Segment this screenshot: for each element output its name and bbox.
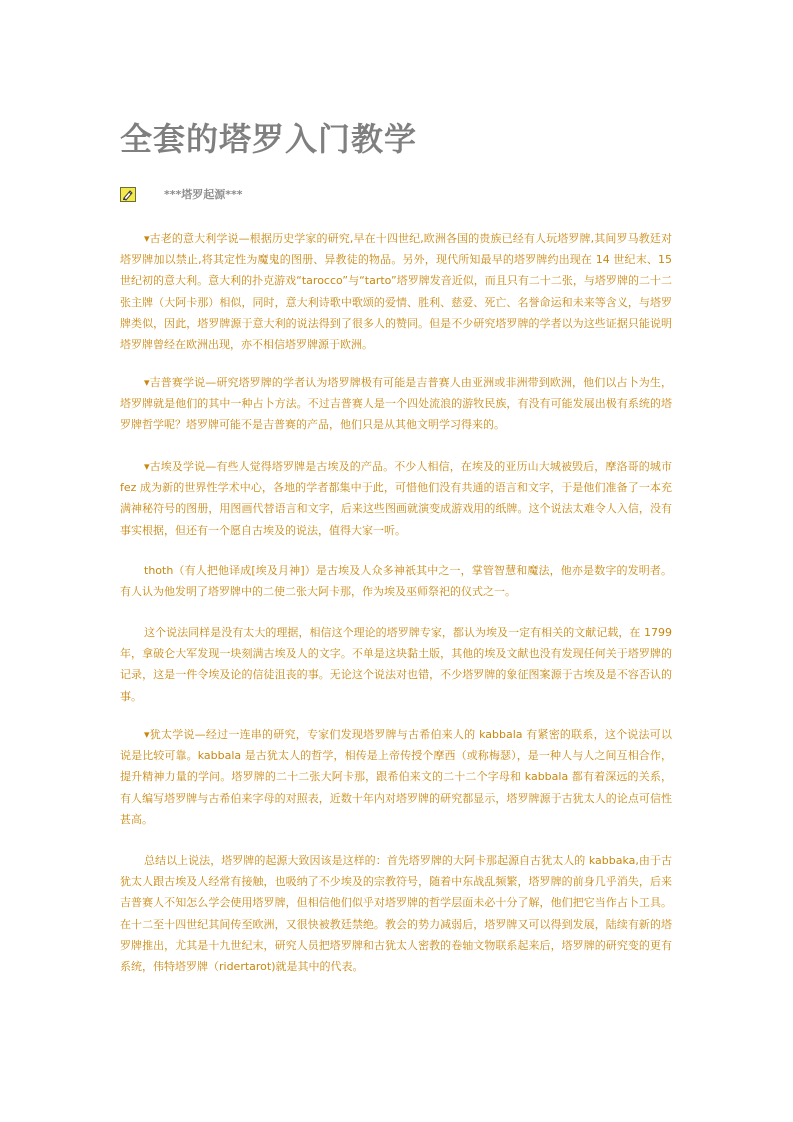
paragraph-summary: 总结以上说法，塔罗牌的起源大致因该是这样的：首先塔罗牌的大阿卡那起源自古犹太人的 kabbaka,由于古犹太人跟古埃及人经常有接触，也吸纳了不少埃及的宗教符号，随着中东战乱频繁，塔罗牌的前身几乎消失，后来吉普赛人不知怎么学会使用塔罗牌，但相信他们似乎对塔罗牌的哲学层面未必十分了解，他们把它当作占卜工具。在十二至十四世纪其间传至欧洲，又很快被教廷禁绝。教会的势力减弱后，塔罗牌又可以得到发展，陆续有新的塔罗牌推出，尤其是十九世纪末，研究人员把塔罗牌和古犹太人密教的卷轴文物联系起来后，塔罗牌的研究变的更有系统，伟特塔罗牌（ridertarot)就是其中的代表。 bbox=[120, 854, 672, 974]
paragraph-thoth: thoth（有人把他译成[埃及月神]）是古埃及人众多神祇其中之一，掌管智慧和魔法，他亦是数字的发明者。有人认为他发明了塔罗牌中的二使二张大阿卡那，作为埃及巫师祭祀的仪式之一。 bbox=[120, 564, 672, 599]
section-header bbox=[120, 184, 243, 204]
paragraph-egypt-evidence: 这个说法同样是没有太大的理据，相信这个理论的塔罗牌专家，都认为埃及一定有相关的文献记载，在 1799 年，拿破仑大军发现一块刻满古埃及人的文字。不单是这块黏土版，其他的埃及文献也没有发现任何关于塔罗牌的记录，这是一件令埃及论的信徒沮丧的事。无论这个说法对也错，不少塔罗牌的象征图案源于古埃及是不容否认的事。 bbox=[120, 626, 672, 703]
paragraph-gypsy-theory: ▾吉普赛学说—研究塔罗牌的学者认为塔罗牌极有可能是吉普赛人由亚洲或非洲带到欧洲，他们以占卜为生，塔罗牌就是他们的其中一种占卜方法。不过吉普赛人是一个四处流浪的游牧民族，有没有可能发展出极有系统的塔罗牌哲学呢？塔罗牌可能不是吉普赛的产品，他们只是从其他文明学习得来的。 bbox=[120, 376, 672, 432]
paragraph-italian-theory: ▾古老的意大利学说—根据历史学家的研究,早在十四世纪,欧洲各国的贵族已经有人玩塔罗牌,其间罗马教廷对塔罗牌加以禁止,将其定性为魔鬼的图册、异教徒的物品。另外，现代所知最早的塔罗牌约出现在 14 世纪末、15 世纪初的意大利。意大利的扑克游戏“tarocco”与“tarto”塔罗牌发音近似，而且只有二十二张，与塔罗牌的二十二张主牌（大阿卡那）相似，同时，意大利诗歌中歌颂的爱情、胜利、慈爱、死亡、名誉命运和未来等含义，与塔罗牌类似，因此，塔罗牌源于意大利的说法得到了很多人的赞同。但是不少研究塔罗牌的学者以为这些证据只能说明塔罗牌曾经在欧洲出现，亦不相信塔罗牌源于欧洲。 bbox=[120, 232, 672, 352]
document-title: 全套的塔罗入门教学 bbox=[120, 120, 418, 158]
paragraph-egypt-theory: ▾古埃及学说—有些人觉得塔罗牌是古埃及的产品。不少人相信，在埃及的亚历山大城被毁后，摩洛哥的城市 fez 成为新的世界性学术中心，各地的学者都集中于此，可惜他们没有共通的语言和文字，于是他们准备了一本充满神秘符号的图册，用图画代替语言和文字，后来这些图画就演变成游戏用的纸牌。这个说法太难令人入信，没有事实根据，但还有一个愿自古埃及的说法，值得大家一听。 bbox=[120, 460, 672, 537]
pencil-note-icon bbox=[120, 187, 136, 202]
paragraph-jewish-theory: ▾犹太学说—经过一连串的研究，专家们发现塔罗牌与古希伯来人的 kabbala 有紧密的联系，这个说法可以说是比较可靠。kabbala 是古犹太人的哲学，相传是上帝传授个摩西（或称梅瑟），是一种人与人之间互相合作，提升精神力量的学问。塔罗牌的二十二张大阿卡那，跟希伯来文的二十二个字母和 kabbala 都有着深远的关系，有人编写塔罗牌与古希伯来字母的对照表，近数十年内对塔罗牌的研究都显示，塔罗牌源于古犹太人的论点可信性甚高。 bbox=[120, 728, 672, 826]
section-heading: ***塔罗起源*** bbox=[164, 188, 243, 201]
